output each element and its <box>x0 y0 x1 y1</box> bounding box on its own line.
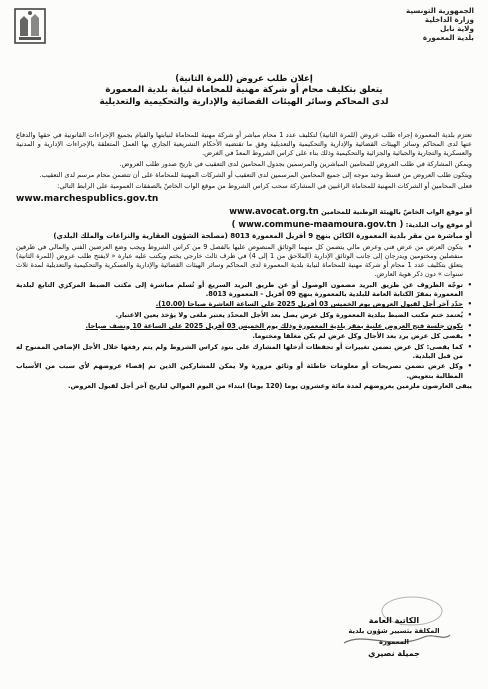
header-block <box>294 6 474 42</box>
paragraph: أو موقع الواب الخاصّ بالهيئة الوطنية للمحامين <box>321 207 472 216</box>
list-item: • يُعتمد ختم مكتب الضبط ببلدية المعمورة وكل عرض يصل بعد الأجل المحدّد يعتبر ملغى ولا يؤخذ بعين الاعتبار. <box>16 311 472 320</box>
paragraph: أو مباشرة من مقر بلدية المعمورة الكائن بنهج 9 أفريل المعمورة 8013 (مصلحة الشؤون العقارية والنزاعات والملك البلدي) <box>53 231 472 240</box>
conditions-list <box>16 243 472 381</box>
bar-association-link[interactable]: www.avocat.org.tn <box>229 205 319 216</box>
notice-title <box>30 74 458 108</box>
list-item: • توجّه الظروف عن طريق البريد مضمون الوصول أو عن طريق البريد السريع أو تُسلم مباشرة إلى مكتب الضبط المركزي التابع لبلدية المعمورة بمقرّ الكتابة العامة للبلدية بالمعمورة بنهج 09 أفريل - المعمورة 8013. <box>16 281 472 299</box>
title-line-1: إعلان طلب عروض (للمرة الثانية) <box>175 74 313 84</box>
title-line-2: يتعلق بتكليف محام أو شركة مهنية للمحاماة لنيابة بلدية المعمورة <box>105 85 383 95</box>
header-line: الجمهورية التونسية <box>405 6 474 15</box>
list-item: • حدّد آخر أجل لقبول العروض يوم الخميس 03 أفريل 2025 على الساعة العاشرة صباحا (10.00). <box>16 300 472 309</box>
paragraph: أو موقع واب البلدية: <box>405 220 472 229</box>
list-item: • يتكون العرض من عرض فني وعرض مالي يتضمن كل منهما الوثائق المنصوص عليها بالفصل 9 من كراس الشروط ويجب وضع العرضين الفني والمالي في ظرفين منفصلين ومختومين ويدرجان إلى جانب الوثائق الإدارية (الملاحق من 1 إلى 4) في ظرف ثالث خارجي يختم ويكتب عليه عبارة « لايفتح طلب عروض (للمرة الثانية) يتعلق بتكليف عدد 1 محام أو شركة مهنية للمحاماة لنيابة بلدية المعمورة لدى المحاكم وسائر الهيئات القضائية والإدارية والعسكرية والتحكيمية والتعديلية لمدة ثلاث سنوات » دون ذكر هوية العارض. <box>16 243 472 279</box>
signatory-name: جميلة نصيري <box>368 649 420 658</box>
signature-block <box>346 615 442 659</box>
notice-body <box>16 131 472 393</box>
signatory-role: المكلفة بتسيير شؤون بلدية المعمورة <box>348 627 440 646</box>
paragraph: تعتزم بلدية المعمورة إجراء طلب عروض (للمرة الثانية) لتكليف عدد 1 محام مباشر أو شركة مهنية للمحاماة لنيابتها والقيام بجميع الإجراءات القانونية في حقها والدفاع عنها لدى المحاكم وسائر الهيئات القضائية والإدارية والتحكيمية والتعديلية وفق ما تقتضيه الأحكام التشريعية الجاري بها العمل المتعلقة بالإجراءات الإدارية و المدنية والعسكرية والتجارية والجبائية والجزائية والتحكيمية وذلك بناء على كراس الشروط المعدّ في الغرض. <box>16 131 472 158</box>
municipality-website-link[interactable]: ( www.commune-maamoura.gov.tn ) <box>231 218 404 229</box>
signatory-title: الكاتبة العامة <box>368 616 420 625</box>
list-item: • تكون جلسة فتح العروض علنية بمقر بلدية المعمورة وذلك يوم الخميس 03 أفريل 2025 على الساعة 10 ونصف صباحا. <box>16 322 472 331</box>
list-item: • وكل عرض تضمن تصريحات أو معلومات خاطئة أو وثائق مزورة ولا يمكن للمشاركين الذين تم إقصاء عروضهم لأي سبب من الأسباب المطالبة بتعويض. <box>16 362 472 380</box>
title-line-3: لدى المحاكم وسائر الهيئات القضائية والإدارية والتحكيمية والتعديلية <box>99 96 389 107</box>
header-line: وزارة الداخلية <box>424 15 474 24</box>
paragraph: ويتكون طلب العروض من قسط وحيد موجه إلى جميع المحامين المرسمين لدى التعقيب أو الشركات المهنية للمحاماة على أن تتضمن محام مرسم لدى التعقيب. <box>39 171 472 180</box>
closing-paragraph: يبقى العارضون ملزمين بعروضهم لمدة مائة وعشرون يوما (120 يوما) ابتداء من اليوم الموالي لتاريخ آخر أجل لقبول العروض. <box>67 382 472 391</box>
paragraph: فعلى المحامين أو الشركات المهنية للمحاماة الراغبين في المشاركة سحب كراس الشروط من موقع الواب الخاصّ بالصفقات العمومية على الرابط التالي: <box>57 182 472 191</box>
header-line: ولاية نابل <box>440 24 474 33</box>
paragraph: ويمكن المشاركة في طلب العروض للمحامين المباشرين والمرسمين بجدول المحامين لدى التعقيب في تاريخ صدور طلب العروض. <box>119 160 472 169</box>
list-item: • يقصى كل عرض يرد بعد الأجال وكل عرض لم يكن مغلقا ومختوما. <box>16 332 472 341</box>
procurement-website-link[interactable]: www.marchespublics.gov.tn <box>16 193 159 204</box>
municipal-emblem-icon <box>12 6 48 46</box>
list-item: • كما يقصى: كل عرض تضمن تغييرات أو تحفظات أدخلها المشارك على بنود كراس الشروط ولم يتم رفعها خلال الأجل الإضافي الممنوح له من قبل البلدية. <box>16 343 472 361</box>
header-line: بلدية المعمورة <box>422 33 474 42</box>
